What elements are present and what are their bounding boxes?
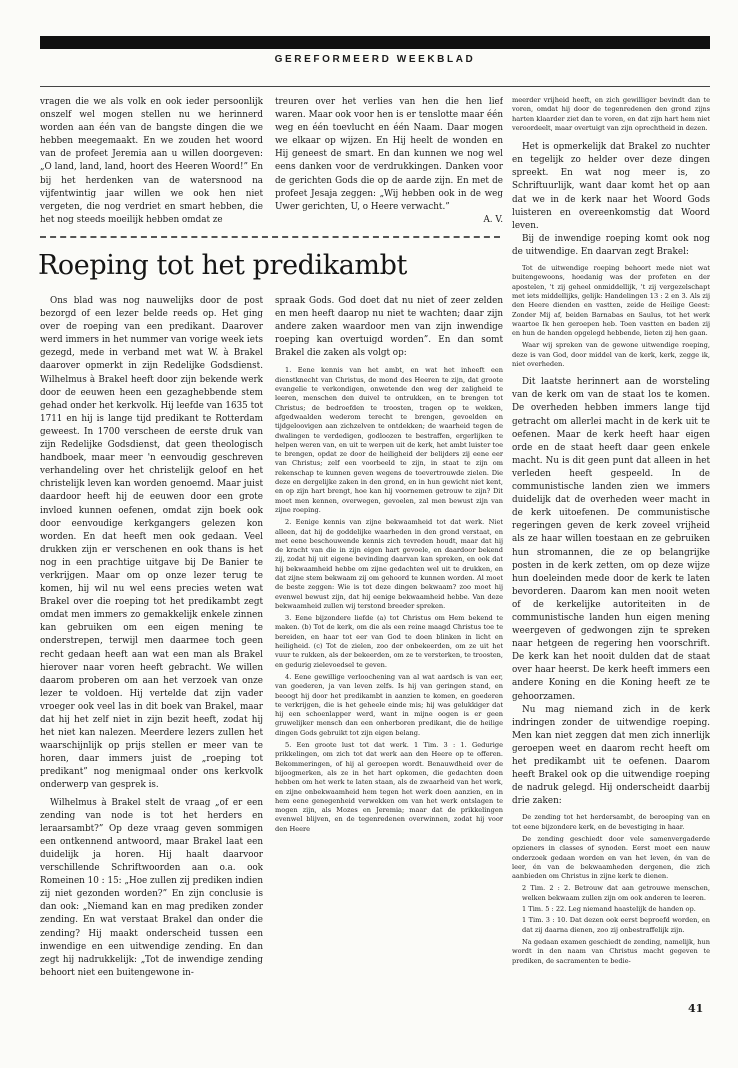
scripture-ref: 1 Tim. 3 : 10. Dat dezen ook eerst beproefd worden, en dat zij daarna dienen, zoo zij onbestraffelijk zijn. bbox=[522, 916, 710, 934]
quote-list bbox=[275, 366, 503, 834]
article-separator bbox=[40, 236, 500, 238]
paragraph: Ons blad was nog nauwelijks door de post bezorgd of een lezer belde reeds op. Het ging over de roeping van een predikant. Daarover werd immers in het nummer van vorige week iets gezegd, mede in verband met wat W. à Brakel daarover opmerkt in zijn Redelijke Godsdienst. Wilhelmus à Brakel heeft door zijn bekende werk door de eeuwen heen een gezaghebbende stem gehad onder het kerkvolk. Hij leefde van 1635 tot 1711 en hij is lange tijd predikant te Rotterdam geweest. In 1700 verscheen de eerste druk van zijn Redelijke Godsdienst, dat geen theologisch handboek, maar meer 'n eenvoudig geschreven verhandeling over het christelijk geloof en het christelijk leven kan worden genoemd. Maar juist daardoor heeft hij de eeuwen door een grote invloed kunnen oefenen, omdat zijn boek ook door eenvoudige kerkgangers gelezen kon worden. En dat heeft men ook gedaan. Veel drukken zijn er verschenen en ook thans is het nog in een prachtige uitgave bij De Banier te verkrijgen. Maar om op onze lezer terug te komen, hij wil nu wel eens precies weten wat Brakel over die roeping tot het predikambt zegt omdat men immers zo gemakkelijk enkele zinnen kan gebruiken om een eigen mening te onderstrepen, terwijl men daarmee toch geen recht gedaan heeft aan wat een man als Brakel hierover naar voren heeft gebracht. We willen daarom proberen om aan het verzoek van onze lezer te voldoen. Hij vertelde dat zijn vader vroeger ook veel las in dit boek van Brakel, maar dat hij het zelf niet in zijn bezit heeft, zodat hij het niet kan nalezen. Meerdere lezers zullen het waarschijnlijk op prijs stellen er meer van te horen, daar immers juist de „roeping tot predikant” nog menigmaal onder ons kerkvolk onderwerp van gesprek is. bbox=[40, 296, 263, 791]
article-col-2 bbox=[275, 295, 503, 995]
quote-item: 1. Eene kennis van het ambt, en wat het inheeft een dienstknecht van Christus, de mond des Heeren te zijn, dat groote evangelie te verkondigen, onwetende den weg der zaligheid te leeren, menschen den duivel te ontrukken, en te brengen tot Christus; de bedroefden te troosten, tragen op te wekken, afgedwaalden wederom terecht te brengen, gevoelden en tijdgeloovigen aan zichzelven te ontdekken; de waarheid tegen de dwalingen te verdedigen, godloozen te bestraffen, ergerlijken te helpen weren van, en uit te werpen uit de kerk, het ambt luister toe te brengen, opdat ze door de heiligheid der belijders zij eene eer van Christus; zelf een voorbeeld te zijn, in staat te zijn om rekenschap te kunnen geven wegens de toevertrouwde zielen. Die deze en dergelijke zaken in den grond, en in hun gewicht niet kent, en op zijn hart brengt, hoe kan hij voornemen getrouw te zijn? Dit moet men kennen, overwegen, gevoelen, zal men bewust zijn van zijne roeping. bbox=[275, 366, 503, 514]
paragraph: Dit laatste herinnert aan de worsteling van de kerk om van de staat los te komen. De overheden hebben immers lange tijd getracht om allerlei macht in de kerk uit te oefenen. Maar de kerk heeft haar eigen orde en de staat heeft daar geen enkele macht. Nu is dit geen punt dat alleen in het verleden heeft gespeeld. In de communistische landen zien we immers duidelijk dat de overheden weer macht in de kerk uitoefenen. De communistische regeringen geven de kerk zoveel vrijheid als ze haar willen toestaan en ze gebruiken hun stromannen, die ze op belangrijke posten in de kerk zetten, om op deze wijze hun doeleinden mede door de kerk te laten bevorderen. Daarom kan men nooit weten of de kerkelijke autoriteiten in de communistische landen hun eigen mening weergeven of gedwongen zijn te spreken naar hetgeen de regering hen voorschrift. De kerk kan het nooit dulden dat de staat over haar heerst. De kerk heeft immers een andere Koning en die Koning heeft ze te gehoorzamen. bbox=[512, 377, 710, 702]
paragraph: Wilhelmus à Brakel stelt de vraag „of er een zending van node is tot het herders en leraarsambt?” Op deze vraag geven sommigen een ontkennend antwoord, maar Brakel laat een duidelijk ja horen. Hij haalt daarvoor verschillende Schriftwoorden aan o.a. ook Romeinen 10 : 15: „Hoe zullen zij prediken indien zij niet gezonden worden?” En zijn conclusie is dan ook: „Niemand kan en mag prediken zonder zending. En wat verstaat Brakel dan onder die zending? Hij maakt onderscheid tussen een inwendige en een uitwendige zending. En dan zegt hij nadrukkelijk: „Tot de inwendige zending behoort niet een buitengewone in- bbox=[40, 797, 263, 978]
top-black-bar bbox=[40, 36, 710, 49]
quote: De zending tot het herdersambt, de beroeping van en tot eene bijzondere kerk, en de bevestiging in haar. bbox=[512, 813, 710, 831]
quote-item: 2. Eenige kennis van zijne bekwaamheid tot dat werk. Niet alleen, dat hij de goddelijke waarheden in den grond verstaat, en met eene beschouwende kennis zich tevreden houdt, maar dat hij de kracht van die in zijn eigen hart gevoele, en daardoor bekend zij, zodat hij uit eigene bevinding daarvan kan spreken, en ook dat hij bekwaamheid hebbe om zijne gedachten wel uit te drukken, en dat zijne stem bekwaam zij om gehoord te kunnen worden. Al moet de beste zeggen: Wie is tot deze dingen bekwaam? zoo moet hij evenwel bewust zijn, dat hij eenige bekwaamheid hebbe. Van deze bekwaamheid zullen wij terstond breeder spreken. bbox=[275, 518, 503, 610]
scripture-ref: 1 Tim. 5 : 22. Leg niemand haastelijk de handen op. bbox=[522, 905, 696, 914]
paragraph: Bij de inwendige roeping komt ook nog de uitwendige. En daarvan zegt Brakel: bbox=[512, 233, 710, 257]
prev-article-text: vragen die we als volk en ook ieder persoonlijk onszelf wel mogen stellen nu we herinnerd worden aan één van de bangste dingen die we hebben meegemaakt. En we zouden het woord van de profeet Jeremia aan u willen doorgeven: „O land, land, land, hoort des Heeren Woord!” En bij het herdenken van de watersnood na vijfentwintig jaar willen we ook hen niet vergeten, die nog verdriet en smart hebben, die het nog steeds moeilijk hebben omdat ze bbox=[40, 97, 263, 225]
prev-article-signature: A. V. bbox=[483, 214, 503, 225]
prev-article-col-1 bbox=[40, 96, 263, 232]
article-title: Roeping tot het predikambt bbox=[38, 250, 407, 281]
masthead: GEREFORMEERD WEEKBLAD bbox=[274, 54, 476, 65]
quote: De zending geschiedt door vele samenvergaderde opzieners in classes of synoden. Eerst moet een nauw onderzoek gedaan worden en van het leven, én van de leer, én van de bekwaamheden dergenen, die zich aanbieden om Christus in zijne kerk te dienen. bbox=[512, 834, 710, 881]
quote: Waar wij spreken van de gewone uitwendige roeping, deze is van God, door middel van de kerk, kerk, zegge ik, niet overheden. bbox=[512, 341, 710, 368]
page-number: 41 bbox=[688, 1002, 704, 1015]
header-rule bbox=[40, 86, 710, 87]
paragraph: spraak Gods. God doet dat nu niet of zeer zelden en men heeft daarop nu niet te wachten; daar zijn andere zaken waardoor men van zijn inwendige roeping kan overtuigd worden”. En dan somt Brakel die zaken als volgt op: bbox=[275, 296, 503, 359]
quote: Na gedaan examen geschiedt de zending, namelijk, hun wordt in den naam van Christus macht gegeven te prediken, de sacramenten te bedie- bbox=[512, 937, 710, 965]
quote: Tot de uitwendige roeping behoort mede niet wat buitengewoons, hoedanig was der profeten en der apostelen, 't zij geheel onmiddellijk, 't zij vergezelschapt met iets middellijks, gelijk: Handelingen 13 : 2 en 3. Als zij den Heere dienden en vastten, zeide de Heilige Geest: Zonder Mij af, beiden Barnabas en Saulus, tot het werk waartoe Ik hen geroepen heb. Toen vastten en baden zij en hun de handen opgelegd hebbende, lieten zij hen gaan. bbox=[512, 264, 710, 338]
quote-item: 5. Een groote lust tot dat werk. 1 Tim. 3 : 1. Gedurige prikkelingen, om zich tot dat werk aan den Heere op te offeren. Bekommeringen, of hij al geroepen wordt. Benauwdheid over de bijoogmerken, als ze in het hart opkomen, die gedachten doen hebben om het werk te laten staan, als de zwaarheid van het werk, en zijne onbekwaamheid hem tegen het werk doen aanzien, en in hem eene genegenheid verwekken om van het werk ontslagen te mogen zijn, als Mozes en Jeremia; maar dat de prikkelingen evenwel blijven, en de tegenredenen overwinnen, zodat hij voor den Heere bbox=[275, 741, 503, 833]
paragraph: Het is opmerkelijk dat Brakel zo nuchter en tegelijk zo helder over deze dingen spreekt. En wat nog meer is, zo Schriftuurlijk, want daar komt het op aan dat we in de kerk naar het Woord Gods luisteren en overeenkomstig dat Woord leven. bbox=[512, 142, 710, 231]
quote-continuation: meerder vrijheid heeft, en zich gewilliger bevindt dan te voren, omdat hij door de tegenredenen den grond zijns harten klaarder ziet dan te voren, en dat zijn hart hem niet veroordeelt, maar overtuigt van zijn oprechtheid in dezen. bbox=[512, 96, 710, 132]
article-col-1 bbox=[40, 295, 263, 990]
scripture-ref: 2 Tim. 2 : 2. Betrouw dat aan getrouwe menschen, welken bekwaam zullen zijn om ook anderen te leeren. bbox=[522, 884, 710, 902]
prev-article-col-2 bbox=[275, 96, 503, 234]
prev-article-text: treuren over het verlies van hen die hen lief waren. Maar ook voor hen is er tenslotte maar één weg en één toevlucht en één Naam. Daar mogen we elkaar op wijzen. En Hij heelt de wonden en Hij geneest de smart. En dan kunnen we nog wel eens danken voor de verdrukkingen. Danken voor de gerichten Gods die op de aarde zijn. En met de profeet Jesaja zeggen: „Wij hebben ook in de weg Uwer gerichten, U, o Heere verwacht.” bbox=[275, 97, 503, 212]
quote-item: 4. Eene gewillige verloochening van al wat aardsch is van eer, van goederen, ja van leven zelfs. Is hij van geringen stand, en beoogt hij door het predikambt in aanzien te komen, en goederen te verkrijgen, die is het geheele einde mis; hij was gelukkiger dat hij een schoenlapper werd, want in mijne oogen is er geen gruwelijker mensch dan een onherboren predikant, die de heilige dingen Gods gebruikt tot zijn eigen belang. bbox=[275, 672, 503, 737]
quote-item: 3. Eene bijzondere liefde (a) tot Christus om Hem bekend te maken. (b) Tot de kerk, om die als een reine maagd Christus toe te bereiden, en haar tot eer van God te doen blinken in licht en heiligheid. (c) Tot de zielen, zoo der onbekeerden, om ze uit het vuur te rukken, als der bekeerden, om ze te versterken, te troosten, en gedurig zielevoedsel te geven. bbox=[275, 614, 503, 669]
article-col-3 bbox=[512, 96, 710, 996]
paragraph: Nu mag niemand zich in de kerk indringen zonder de uitwendige roeping. Men kan niet zeggen dat men zich innerlijk geroepen weet en daarom recht heeft om het predikambt uit te oefenen. Daarom heeft Brakel ook op die uitwendige roeping de nadruk gelegd. Hij onderscheidt daarbij drie zaken: bbox=[512, 704, 710, 807]
